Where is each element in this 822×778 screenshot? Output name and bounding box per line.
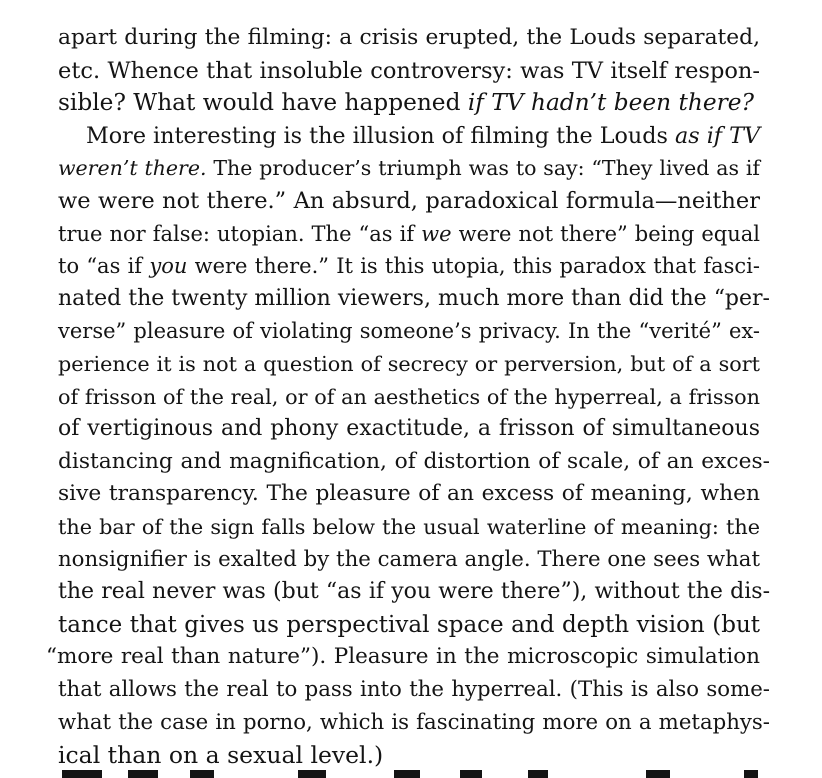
text-line xyxy=(58,218,760,251)
text-line xyxy=(58,152,760,185)
text-segment: distancing and magnification, of distortion of scale, of an exces- xyxy=(58,448,770,474)
text-line xyxy=(58,446,770,479)
text-line xyxy=(58,609,760,642)
text-segment: sive transparency. The pleasure of an excess of meaning, when xyxy=(58,481,760,507)
glyph-fragment xyxy=(744,770,758,778)
text-segment: were there.” It is this utopia, this paradox that fasci- xyxy=(187,254,760,279)
text-segment: verse” pleasure of violating someone’s privacy. In the “verité” ex- xyxy=(58,319,760,344)
text-line xyxy=(58,413,760,446)
text-segment: nated the twenty million viewers, much more than did the “per- xyxy=(58,285,770,311)
text-line xyxy=(58,22,760,55)
text-line xyxy=(58,478,760,511)
text-segment: etc. Whence that insoluble controversy: was TV itself respon- xyxy=(58,57,760,84)
text-segment: we were not there.” An absurd, paradoxical formula—neither xyxy=(58,188,760,214)
text-segment: of vertiginous and phony exactitude, a frisson of simultaneous xyxy=(58,416,760,442)
text-segment: perience it is not a question of secrecy or perversion, but of a sort xyxy=(58,352,760,376)
text-segment: true nor false: utopian. The “as if xyxy=(58,221,422,246)
cropped-next-line xyxy=(58,764,760,778)
text-line xyxy=(58,381,760,414)
glyph-fragment xyxy=(646,770,670,778)
text-segment: More interesting is the illusion of filming the Louds xyxy=(86,122,675,149)
text-segment: to “as if xyxy=(58,254,150,279)
text-line xyxy=(58,55,760,88)
glyph-fragment xyxy=(190,770,214,778)
text-segment: the bar of the sign falls below the usual waterline of meaning: the xyxy=(58,515,760,539)
text-line xyxy=(58,315,760,348)
text-line xyxy=(58,185,760,218)
italic-text: you xyxy=(149,254,188,279)
text-segment: “more real than nature”). Pleasure in the microscopic simulation xyxy=(46,644,760,670)
text-segment: the real never was (but “as if you were there”), without the dis- xyxy=(58,579,770,605)
glyph-fragment xyxy=(528,770,548,778)
text-line xyxy=(58,250,760,283)
italic-text: we xyxy=(421,221,452,246)
glyph-fragment xyxy=(128,770,158,778)
glyph-fragment xyxy=(62,770,102,778)
text-line xyxy=(58,511,760,544)
paragraph-first-line xyxy=(86,120,760,153)
text-segment: The producer’s triumph was to say: “They lived as if xyxy=(206,156,760,181)
text-segment: sible? What would have happened xyxy=(58,89,468,117)
glyph-fragment xyxy=(394,770,420,778)
italic-text: as if TV xyxy=(674,122,761,149)
text-segment: tance that gives us perspectival space and depth vision (but xyxy=(58,611,760,638)
text-segment: ical than on a sexual level.) xyxy=(58,741,384,770)
text-line xyxy=(58,544,760,577)
glyph-fragment xyxy=(460,770,482,778)
text-segment: were not there” being equal xyxy=(451,221,760,246)
text-segment: nonsignifier is exalted by the camera angle. There one sees what xyxy=(58,546,760,572)
text-line xyxy=(58,576,770,609)
text-segment: of frisson of the real, or of an aesthetics of the hyperreal, a frisson xyxy=(58,384,760,409)
text-line xyxy=(58,674,770,707)
text-segment: apart during the filming: a crisis erupted, the Louds separated, xyxy=(58,25,760,50)
text-line xyxy=(58,707,770,740)
text-segment: that allows the real to pass into the hyperreal. (This is also some- xyxy=(58,677,770,702)
text-segment: what the case in porno, which is fascinating more on a metaphys- xyxy=(58,709,770,735)
text-line xyxy=(58,283,770,316)
text-line xyxy=(58,348,760,381)
glyph-fragment xyxy=(298,770,326,778)
italic-text: if TV hadn’t been there? xyxy=(467,89,754,117)
text-line xyxy=(58,87,760,120)
text-line xyxy=(46,641,760,674)
italic-text: weren’t there. xyxy=(58,156,207,181)
